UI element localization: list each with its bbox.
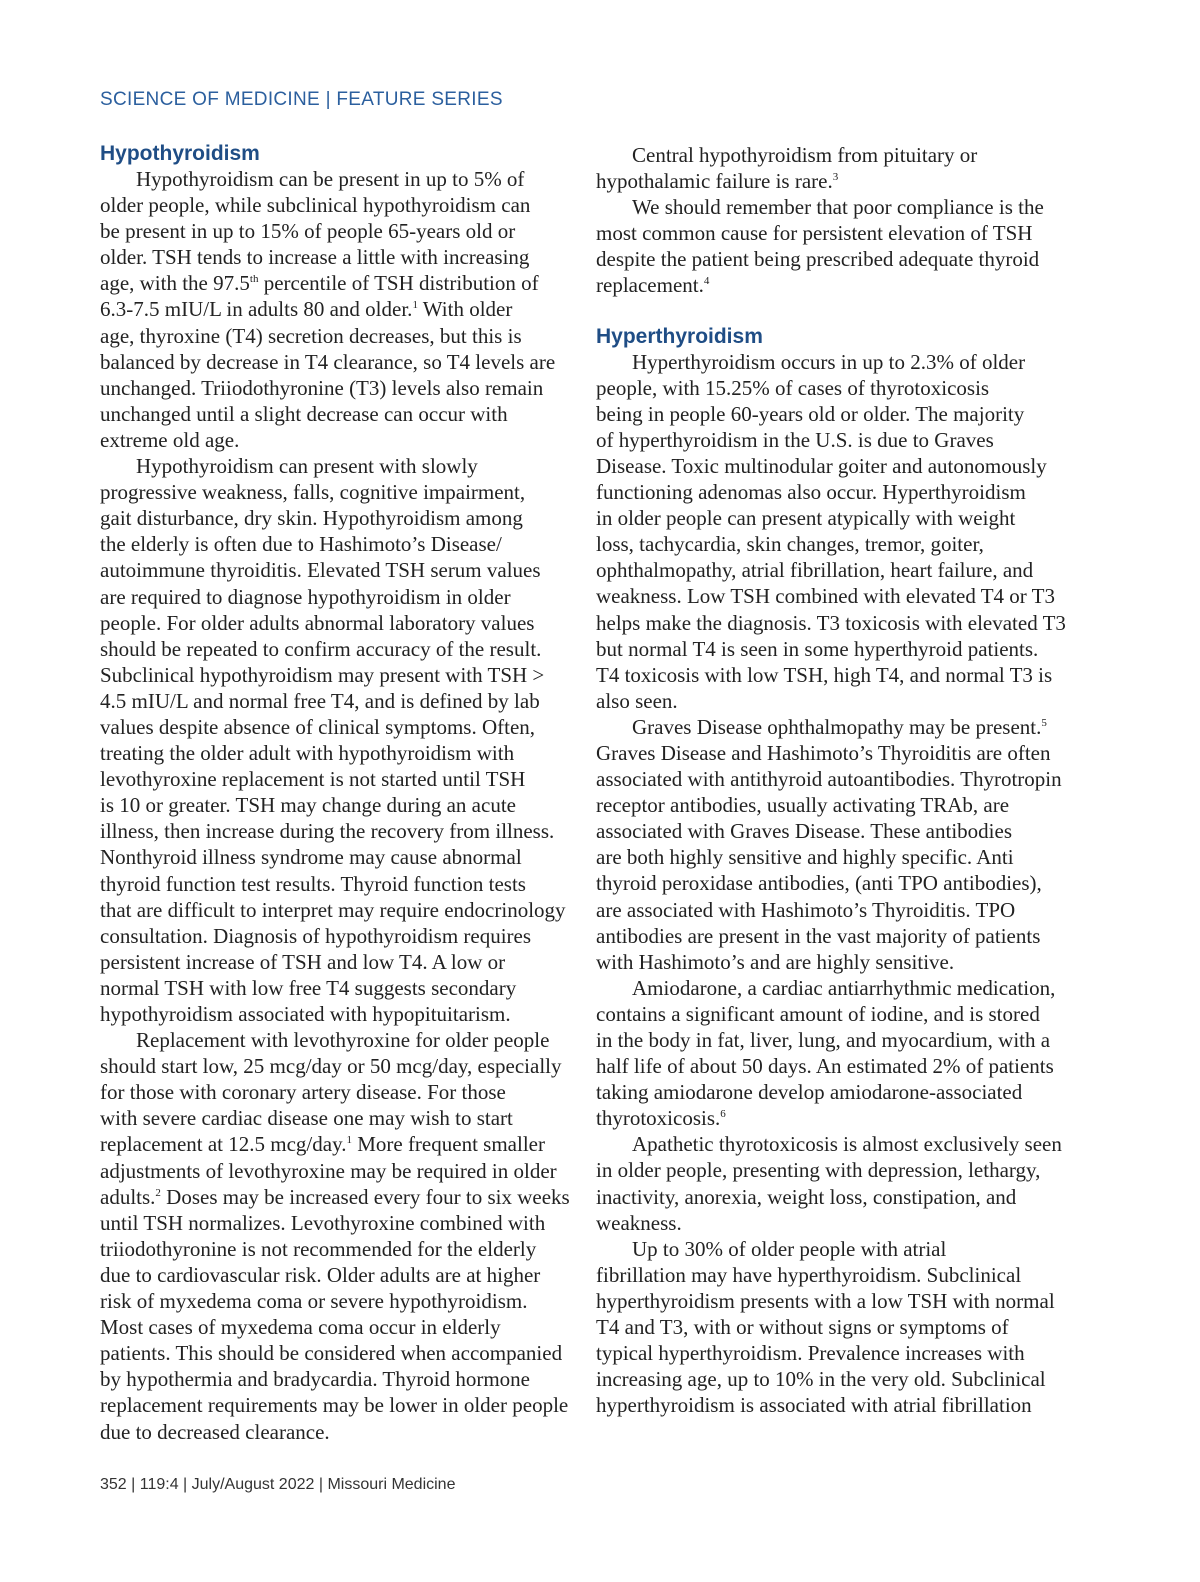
footnote-ref: 6 [720, 1108, 726, 1121]
text-line: persistent increase of TSH and low T4. A low or [100, 949, 506, 974]
text-line: weakness. [596, 1210, 682, 1235]
right-body [596, 349, 1076, 1419]
text-line: be present in up to 15% of people 65-years old or [100, 219, 516, 244]
text-line: Apathetic thyrotoxicosis is almost exclusively seen [632, 1132, 1062, 1157]
text-line: Most cases of myxedema coma occur in elderly [100, 1315, 501, 1340]
text-line: levothyroxine replacement is not started until TSH [100, 767, 526, 792]
text-line: contains a significant amount of iodine, and is stored [596, 1001, 1040, 1026]
text-line: the elderly is often due to Hashimoto’s Disease/ [100, 532, 502, 557]
text-line: age, thyroxine (T4) secretion decreases, but this is [100, 323, 522, 348]
text-line: risk of myxedema coma or severe hypothyroidism. [100, 1289, 528, 1314]
text-line: replacement.$^4$ [596, 273, 710, 298]
text-line: gait disturbance, dry skin. Hypothyroidism among [100, 506, 523, 531]
text-line: Central hypothyroidism from pituitary or [632, 143, 978, 167]
text-line: Amiodarone, a cardiac antiarrhythmic medication, [632, 975, 1056, 1000]
text-line: unchanged. Triiodothyronine (T3) levels also remain [100, 375, 544, 400]
text-line: thyrotoxicosis.$^6$ [596, 1106, 726, 1131]
text-line: is 10 or greater. TSH may change during an acute [100, 793, 516, 818]
text-line: hyperthyroidism is associated with atrial fibrillation [596, 1393, 1032, 1418]
text-line: people. For older adults abnormal laboratory values [100, 610, 535, 635]
text-line: half life of about 50 days. An estimated 2% of patients [596, 1054, 1054, 1079]
text-line: are associated with Hashimoto’s Thyroiditis. TPO [596, 897, 1016, 922]
footnote-ref: 1 [346, 1134, 352, 1147]
text-line: typical hyperthyroidism. Prevalence increases with [596, 1341, 1025, 1366]
text-line: consultation. Diagnosis of hypothyroidism requires [100, 923, 532, 948]
text-line: being in people 60-years old or older. The majority [596, 401, 1025, 426]
text-line: weakness. Low TSH combined with elevated T4 or T3 [596, 584, 1055, 609]
text-line: in older people can present atypically with weight [596, 506, 1016, 531]
text-line: Hypothyroidism can present with slowly [136, 454, 478, 479]
text-line: are both highly sensitive and highly specific. Anti [596, 845, 1014, 870]
text-line: should be repeated to confirm accuracy of the result. [100, 636, 542, 661]
text-line: Hyperthyroidism occurs in up to 2.3% of older [632, 349, 1026, 374]
text-line: older. TSH tends to increase a little with increasing [100, 245, 530, 270]
text-line: thyroid peroxidase antibodies, (anti TPO antibodies), [596, 871, 1042, 896]
text-line: We should remember that poor compliance is the [632, 195, 1044, 220]
text-line: illness, then increase during the recovery from illness. [100, 819, 555, 844]
text-line: age, with the 97.5th percentile of TSH distribution of [100, 271, 539, 296]
text-line: fibrillation may have hyperthyroidism. Subclinical [596, 1262, 1022, 1287]
text-line: extreme old age. [100, 427, 240, 452]
footnote-ref: 3 [832, 171, 839, 184]
text-line: adjustments of levothyroxine may be required in older [100, 1158, 557, 1183]
text-line: Graves Disease ophthalmopathy may be present.$^5$ [632, 714, 1047, 739]
text-line: of hyperthyroidism in the U.S. is due to Graves [596, 427, 994, 452]
text-line: thyroid function test results. Thyroid function tests [100, 871, 526, 896]
footnote-ref: 5 [1041, 716, 1047, 729]
text-line: until TSH normalizes. Levothyroxine combined with [100, 1210, 546, 1235]
text-line: in the body in fat, liver, lung, and myocardium, with a [596, 1028, 1051, 1052]
text-line: Hypothyroidism can be present in up to 5% of [136, 167, 525, 191]
text-line: with severe cardiac disease one may wish to start [100, 1106, 513, 1131]
text-line: replacement requirements may be lower in older people [100, 1393, 569, 1418]
text-line: hypothalamic failure is rare.$^3$ [596, 169, 839, 194]
section-heading-hypothyroidism: Hypothyroidism [100, 142, 260, 165]
text-line: helps make the diagnosis. T3 toxicosis with elevated T3 [596, 610, 1066, 635]
text-line: by hypothermia and bradycardia. Thyroid hormone [100, 1367, 530, 1392]
text-line: Disease. Toxic multinodular goiter and autonomously [596, 453, 1047, 478]
text-line: triiodothyronine is not recommended for the elderly [100, 1236, 537, 1261]
text-line: for those with coronary artery disease. For those [100, 1080, 506, 1105]
text-line: receptor antibodies, usually activating TRAb, are [596, 793, 1010, 818]
text-line: despite the patient being prescribed adequate thyroid [596, 247, 1040, 272]
text-line: due to decreased clearance. [100, 1419, 330, 1444]
text-line: Up to 30% of older people with atrial [632, 1236, 947, 1261]
text-line: 6.3-7.5 mIU/L in adults 80 and older.$^1$ With older [100, 297, 513, 322]
running-header: SCIENCE OF MEDICINE | FEATURE SERIES [100, 89, 503, 110]
footnote-ref: 1 [412, 299, 418, 312]
footnote-ref: th [249, 273, 259, 286]
text-line: replacement at 12.5 mcg/day.$^1$ More frequent smaller [100, 1132, 545, 1157]
text-line: hypothyroidism associated with hypopituitarism. [100, 1002, 511, 1026]
text-line: Nonthyroid illness syndrome may cause abnormal [100, 845, 522, 870]
left-column [100, 142, 580, 1445]
text-line: hyperthyroidism presents with a low TSH with normal [596, 1288, 1055, 1313]
right-column [596, 142, 1076, 1418]
left-body [100, 166, 580, 1445]
text-line: normal TSH with low free T4 suggests secondary [100, 975, 517, 1000]
text-line: are required to diagnose hypothyroidism in older [100, 584, 511, 609]
text-line: most common cause for persistent elevation of TSH [596, 221, 1033, 246]
right-intro [596, 142, 1076, 299]
text-line: autoimmune thyroiditis. Elevated TSH serum values [100, 558, 541, 583]
text-line: treating the older adult with hypothyroidism with [100, 741, 515, 766]
text-line: taking amiodarone develop amiodarone-associated [596, 1080, 1023, 1105]
text-line: functioning adenomas also occur. Hyperthyroidism [596, 480, 1026, 505]
text-line: Graves Disease and Hashimoto’s Thyroiditis are often [596, 740, 1051, 765]
text-line: that are difficult to interpret may require endocrinology [100, 897, 566, 922]
text-line: progressive weakness, falls, cognitive impairment, [100, 480, 526, 505]
footnote-ref: 4 [703, 275, 710, 288]
text-line: adults.$^2$ Doses may be increased every four to six weeks [100, 1184, 570, 1209]
text-line: antibodies are present in the vast majority of patients [596, 923, 1041, 948]
text-line: due to cardiovascular risk. Older adults are at higher [100, 1262, 541, 1287]
text-line: older people, while subclinical hypothyroidism can [100, 193, 531, 218]
text-line: loss, tachycardia, skin changes, tremor, goiter, [596, 532, 984, 557]
text-line: patients. This should be considered when accompanied [100, 1341, 563, 1366]
section-heading-hyperthyroidism: Hyperthyroidism [596, 324, 763, 348]
text-line: should start low, 25 mcg/day or 50 mcg/day, especially [100, 1054, 562, 1079]
text-line: increasing age, up to 10% in the very old. Subclinical [596, 1367, 1046, 1392]
text-line: inactivity, anorexia, weight loss, constipation, and [596, 1184, 1017, 1209]
text-line: also seen. [596, 688, 678, 713]
text-line: but normal T4 is seen in some hyperthyroid patients. [596, 636, 1039, 661]
text-line: values despite absence of clinical symptoms. Often, [100, 714, 536, 739]
text-line: associated with Graves Disease. These antibodies [596, 819, 1012, 844]
text-line: Replacement with levothyroxine for older people [136, 1028, 550, 1053]
text-line: ophthalmopathy, atrial fibrillation, heart failure, and [596, 558, 1034, 583]
text-line: balanced by decrease in T4 clearance, so T4 levels are [100, 349, 556, 374]
footnote-ref: 2 [155, 1186, 161, 1199]
text-line: in older people, presenting with depression, lethargy, [596, 1158, 1041, 1183]
text-line: people, with 15.25% of cases of thyrotoxicosis [596, 375, 990, 400]
text-line: with Hashimoto’s and are highly sensitive. [596, 949, 955, 974]
text-line: Subclinical hypothyroidism may present with TSH > [100, 662, 545, 687]
text-line: T4 and T3, with or without signs or symptoms of [596, 1315, 1009, 1340]
text-line: 4.5 mIU/L and normal free T4, and is defined by lab [100, 688, 540, 713]
page-footer: 352 | 119:4 | July/August 2022 | Missouri Medicine [100, 1476, 456, 1493]
text-line: associated with antithyroid autoantibodies. Thyrotropin [596, 767, 1062, 792]
text-line: unchanged until a slight decrease can occur with [100, 401, 508, 426]
text-line: T4 toxicosis with low TSH, high T4, and normal T3 is [596, 662, 1053, 687]
